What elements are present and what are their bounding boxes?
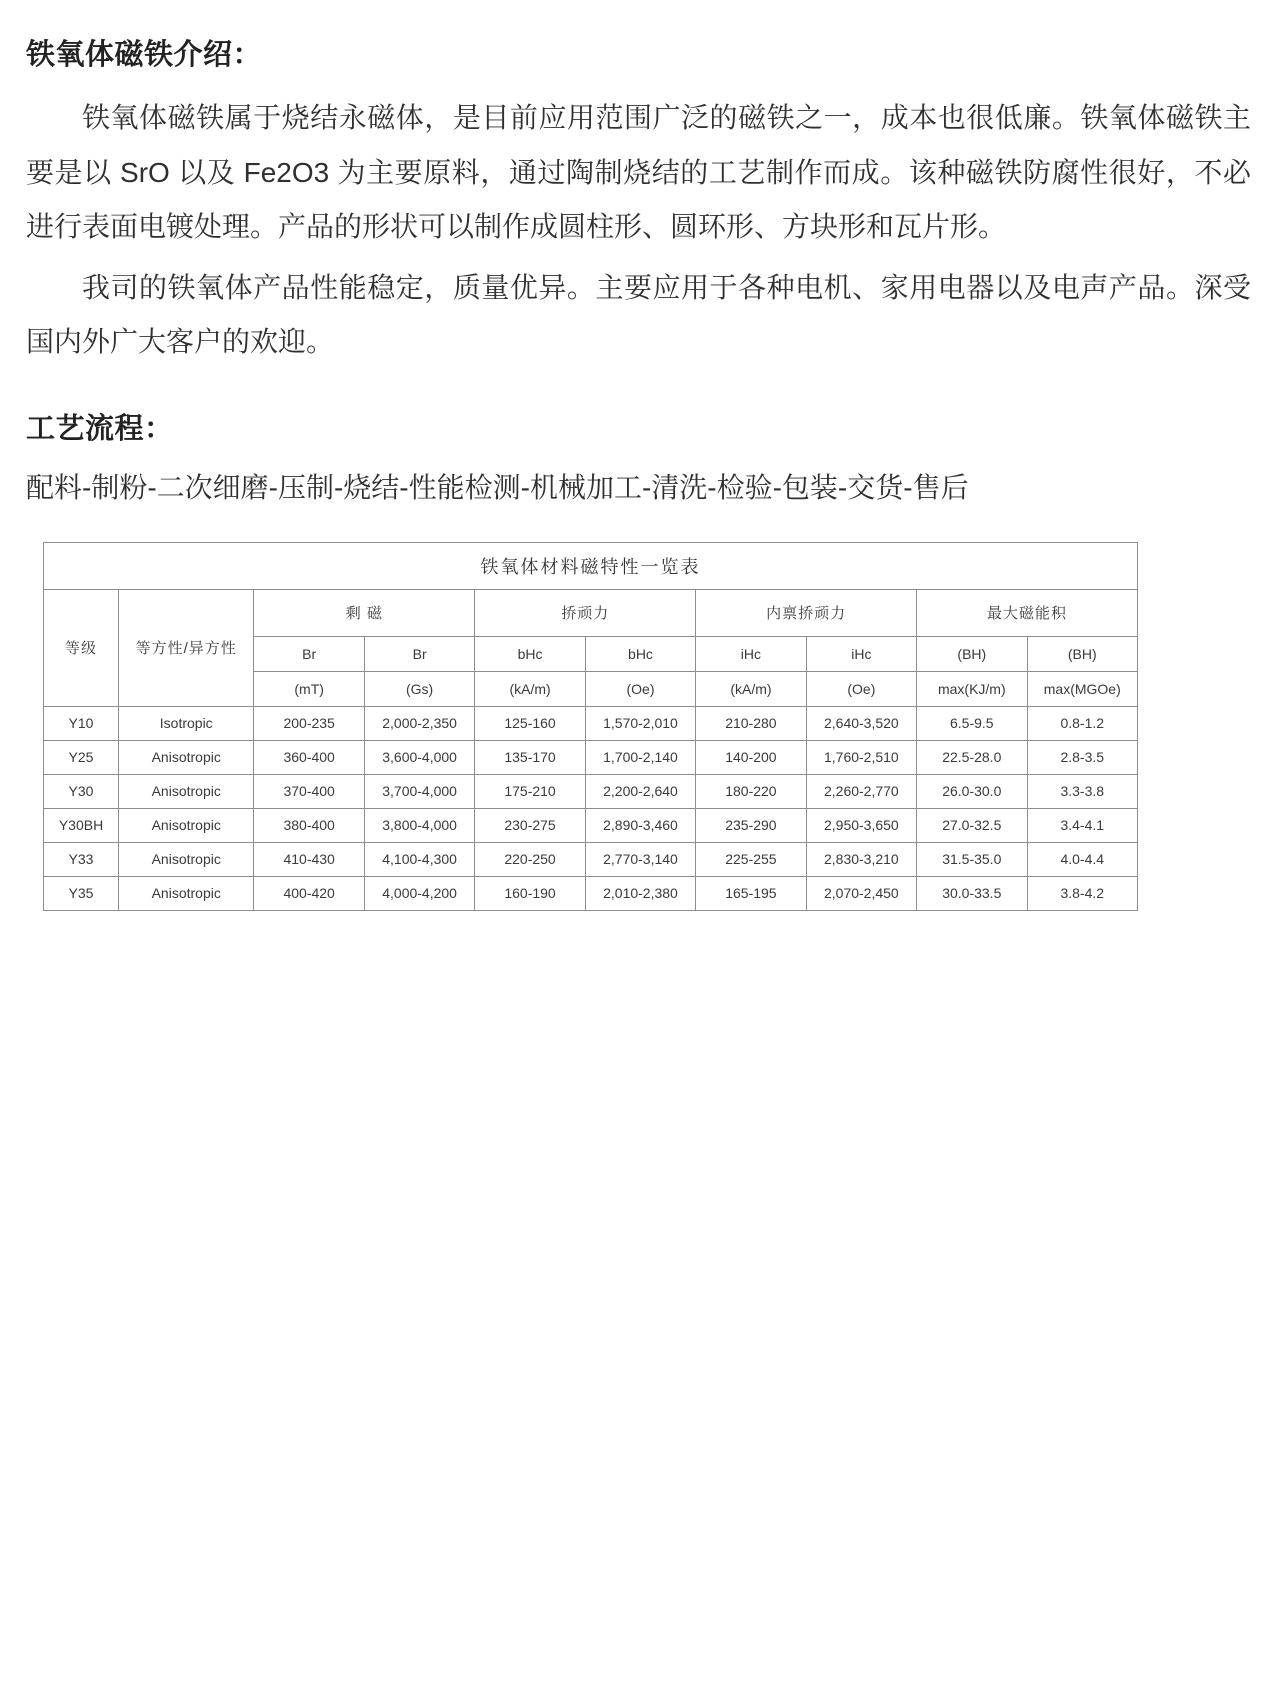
cell-isotropy: Anisotropic — [119, 774, 254, 808]
table-row — [44, 842, 1138, 876]
header-intrinsic-coercivity: 内禀挢顽力 — [696, 589, 917, 636]
unit-br-gs: (Gs) — [364, 671, 474, 706]
unit-ihc-oe: (Oe) — [806, 671, 916, 706]
table-title-row — [44, 542, 1138, 589]
subheader-bhc-oe: bHc — [585, 636, 695, 671]
header-coercivity: 挢顽力 — [475, 589, 696, 636]
cell-br-mt: 410-430 — [254, 842, 364, 876]
table-row — [44, 808, 1138, 842]
cell-bh-mgoe: 3.8-4.2 — [1027, 876, 1137, 910]
cell-isotropy: Anisotropic — [119, 740, 254, 774]
subheader-br-mt: Br — [254, 636, 364, 671]
cell-bhc-oe: 1,570-2,010 — [585, 706, 695, 740]
cell-br-gs: 4,100-4,300 — [364, 842, 474, 876]
cell-ihc-kam: 210-280 — [696, 706, 806, 740]
cell-grade: Y25 — [44, 740, 119, 774]
table-row — [44, 706, 1138, 740]
cell-bh-kj: 27.0-32.5 — [917, 808, 1027, 842]
cell-ihc-kam: 140-200 — [696, 740, 806, 774]
cell-bhc-kam: 175-210 — [475, 774, 585, 808]
subheader-ihc-oe: iHc — [806, 636, 916, 671]
intro-paragraph-2: 我司的铁氧体产品性能稳定，质量优异。主要应用于各种电机、家用电器以及电声产品。深受国内外广大客户的欢迎。 — [26, 271, 1251, 358]
unit-bh-kj: max(KJ/m) — [917, 671, 1027, 706]
cell-grade: Y10 — [44, 706, 119, 740]
header-remanence: 剩 磁 — [254, 589, 475, 636]
cell-br-mt: 370-400 — [254, 774, 364, 808]
cell-br-mt: 200-235 — [254, 706, 364, 740]
cell-ihc-kam: 180-220 — [696, 774, 806, 808]
cell-br-gs: 3,800-4,000 — [364, 808, 474, 842]
table-title: 铁氧体材料磁特性一览表 — [44, 542, 1138, 589]
subheader-br-gs: Br — [364, 636, 474, 671]
cell-br-gs: 3,700-4,000 — [364, 774, 474, 808]
cell-grade: Y30BH — [44, 808, 119, 842]
table-group-header-row — [44, 589, 1138, 636]
table-row — [44, 740, 1138, 774]
cell-br-gs: 3,600-4,000 — [364, 740, 474, 774]
unit-br-mt: (mT) — [254, 671, 364, 706]
cell-ihc-oe: 2,070-2,450 — [806, 876, 916, 910]
process-heading: 工艺流程： — [26, 412, 174, 445]
subheader-bh-mgoe: (BH) — [1027, 636, 1137, 671]
header-grade: 等级 — [44, 589, 119, 706]
unit-bhc-kam: (kA/m) — [475, 671, 585, 706]
page-title: 铁氧体磁铁介绍： — [26, 39, 263, 71]
cell-grade: Y33 — [44, 842, 119, 876]
ferrite-spec-table — [43, 542, 1138, 911]
unit-bh-mgoe: max(MGOe) — [1027, 671, 1137, 706]
cell-ihc-kam: 225-255 — [696, 842, 806, 876]
cell-bh-mgoe: 4.0-4.4 — [1027, 842, 1137, 876]
process-text: 配料-制粉-二次细磨-压制-烧结-性能检测-机械加工-清洗-检验-包装-交货-售后 — [26, 471, 969, 503]
unit-bhc-oe: (Oe) — [585, 671, 695, 706]
header-isotropy: 等方性/异方性 — [119, 589, 254, 706]
subheader-bhc-kam: bHc — [475, 636, 585, 671]
cell-br-mt: 360-400 — [254, 740, 364, 774]
table-row — [44, 774, 1138, 808]
cell-bhc-oe: 2,770-3,140 — [585, 842, 695, 876]
cell-grade: Y30 — [44, 774, 119, 808]
cell-bhc-oe: 2,010-2,380 — [585, 876, 695, 910]
cell-bh-mgoe: 3.3-3.8 — [1027, 774, 1137, 808]
cell-ihc-oe: 2,640-3,520 — [806, 706, 916, 740]
cell-bh-kj: 26.0-30.0 — [917, 774, 1027, 808]
cell-bh-mgoe: 2.8-3.5 — [1027, 740, 1137, 774]
cell-br-gs: 4,000-4,200 — [364, 876, 474, 910]
cell-br-mt: 380-400 — [254, 808, 364, 842]
cell-bh-kj: 31.5-35.0 — [917, 842, 1027, 876]
cell-isotropy: Anisotropic — [119, 808, 254, 842]
cell-isotropy: Isotropic — [119, 706, 254, 740]
cell-bh-kj: 22.5-28.0 — [917, 740, 1027, 774]
cell-ihc-oe: 2,830-3,210 — [806, 842, 916, 876]
subheader-bh-kj: (BH) — [917, 636, 1027, 671]
cell-ihc-kam: 235-290 — [696, 808, 806, 842]
cell-bhc-kam: 125-160 — [475, 706, 585, 740]
cell-isotropy: Anisotropic — [119, 876, 254, 910]
cell-bhc-kam: 160-190 — [475, 876, 585, 910]
header-max-energy: 最大磁能积 — [917, 589, 1138, 636]
cell-bh-kj: 6.5-9.5 — [917, 706, 1027, 740]
table-row — [44, 876, 1138, 910]
cell-bhc-kam: 230-275 — [475, 808, 585, 842]
cell-bh-mgoe: 3.4-4.1 — [1027, 808, 1137, 842]
cell-bhc-oe: 2,890-3,460 — [585, 808, 695, 842]
cell-bhc-kam: 135-170 — [475, 740, 585, 774]
cell-br-gs: 2,000-2,350 — [364, 706, 474, 740]
cell-bh-kj: 30.0-33.5 — [917, 876, 1027, 910]
subheader-ihc-kam: iHc — [696, 636, 806, 671]
spec-table-wrapper — [43, 542, 1138, 911]
intro-paragraph-1: 铁氧体磁铁属于烧结永磁体，是目前应用范围广泛的磁铁之一，成本也很低廉。铁氧体磁铁主要是以 SrO 以及 Fe2O3 为主要原料，通过陶制烧结的工艺制作而成。该种磁铁防腐性很好，不必进行表面电镀处理。产品的形状可以制作成圆柱形、圆环形、方块形和瓦片形。 — [26, 102, 1251, 243]
cell-ihc-oe: 1,760-2,510 — [806, 740, 916, 774]
cell-ihc-oe: 2,260-2,770 — [806, 774, 916, 808]
cell-bh-mgoe: 0.8-1.2 — [1027, 706, 1137, 740]
cell-ihc-oe: 2,950-3,650 — [806, 808, 916, 842]
cell-grade: Y35 — [44, 876, 119, 910]
unit-ihc-kam: (kA/m) — [696, 671, 806, 706]
cell-bhc-kam: 220-250 — [475, 842, 585, 876]
cell-ihc-kam: 165-195 — [696, 876, 806, 910]
cell-isotropy: Anisotropic — [119, 842, 254, 876]
cell-bhc-oe: 1,700-2,140 — [585, 740, 695, 774]
cell-br-mt: 400-420 — [254, 876, 364, 910]
cell-bhc-oe: 2,200-2,640 — [585, 774, 695, 808]
